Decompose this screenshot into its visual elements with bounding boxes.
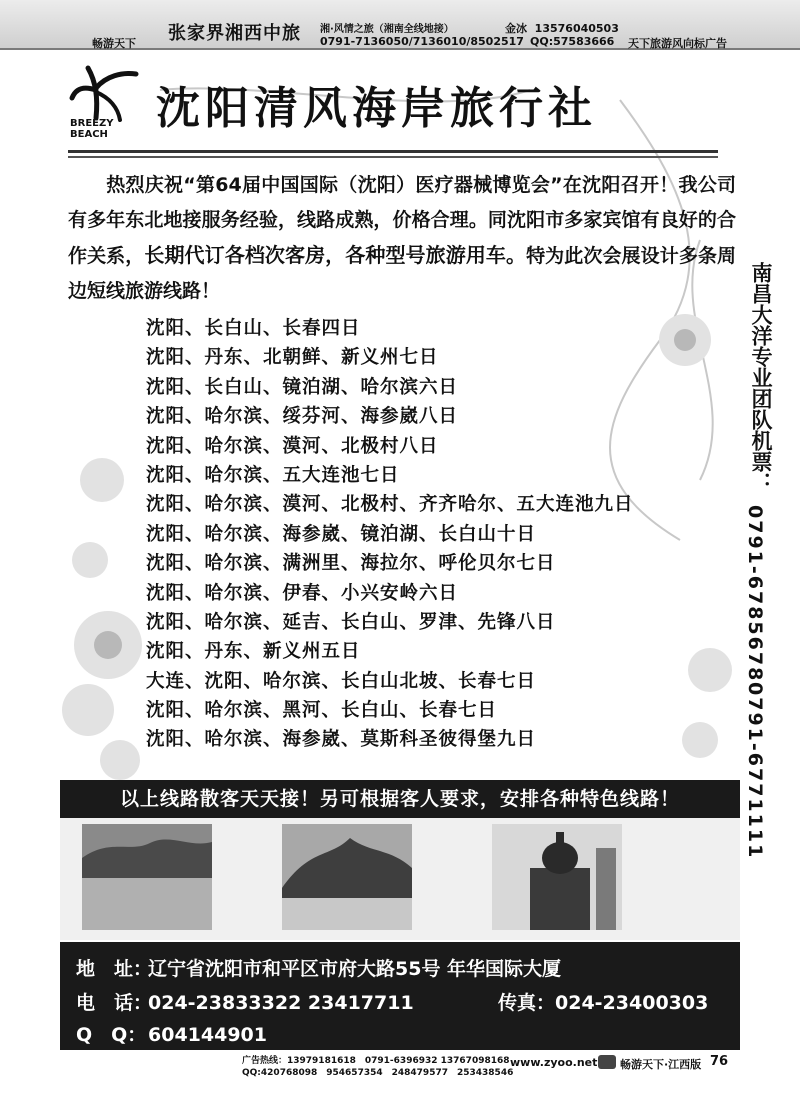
promo-banner: 以上线路散客天天接！另可根据客人要求，安排各种特色线路！	[60, 780, 740, 818]
telephone-label: 电 话：	[76, 992, 153, 1014]
route-item: 沈阳、哈尔滨、延吉、长白山、罗津、先锋八日	[146, 611, 556, 633]
top-header-bar	[0, 0, 800, 50]
header-magazine-name: 畅游天下	[92, 37, 136, 50]
route-item: 沈阳、哈尔滨、伊春、小兴安岭六日	[146, 582, 459, 604]
flower-decoration	[80, 458, 124, 502]
header-contact	[505, 20, 619, 36]
route-item: 沈阳、丹东、新义州五日	[146, 641, 361, 663]
route-item: 沈阳、哈尔滨、绥芬河、海参崴八日	[146, 406, 459, 428]
intro-paragraph	[68, 168, 736, 309]
qq-row	[76, 1020, 267, 1047]
address-row	[76, 954, 561, 981]
route-item: 沈阳、哈尔滨、漠河、北极村、齐齐哈尔、五大连池九日	[146, 494, 634, 516]
fax-row	[498, 988, 708, 1015]
header-ad-text: 天下旅游风向标广告	[628, 37, 727, 50]
footer-qq: QQ:420768098 954657354 248479577 253438546	[242, 1068, 514, 1078]
intro-text-1: 热烈庆祝“第64届中国国际（沈阳）医疗器械博览会”在沈阳召开！我公司有多年东北地接服务经验，线路成熟，价格合理。同沈阳市多家宾馆有良好的合作关系，	[68, 174, 736, 267]
logo-text	[70, 118, 113, 140]
photo-lake-garden	[282, 824, 412, 930]
photo-cathedral	[492, 824, 622, 930]
address-label: 地 址：	[76, 958, 153, 980]
header-phones: 0791-7136050/7136010/8502517	[320, 35, 524, 48]
header-contact-name: 金冰	[505, 22, 527, 35]
qq-label: Q Q：	[76, 1024, 147, 1046]
intro-text-highlight: 长期代订各档次客房，各种型号旅游用车。	[144, 243, 527, 267]
footer-hotline: 广告热线：13979181618 0791-6396932 13767098168	[242, 1056, 510, 1066]
contact-block	[60, 942, 740, 1050]
route-item: 沈阳、哈尔滨、黑河、长白山、长春七日	[146, 700, 498, 722]
route-list	[146, 314, 634, 755]
logo-line-2: BEACH	[70, 129, 108, 140]
header-slogan: 湘·风情之旅（湘南全线地接）	[320, 24, 454, 35]
photo-sea-islands	[82, 824, 212, 930]
route-item: 沈阳、哈尔滨、满洲里、海拉尔、呼伦贝尔七日	[146, 553, 556, 575]
side-ad-strip	[741, 262, 800, 842]
route-item: 沈阳、哈尔滨、海参崴、镜泊湖、长白山十日	[146, 523, 537, 545]
route-item: 沈阳、长白山、长春四日	[146, 318, 361, 339]
route-item: 沈阳、长白山、镜泊湖、哈尔滨六日	[146, 376, 459, 398]
route-item: 大连、沈阳、哈尔滨、长白山北坡、长春七日	[146, 670, 537, 692]
magazine-badge-icon	[598, 1055, 616, 1069]
header-qq: QQ:57583666	[530, 35, 615, 48]
fax-value: 024-23400303	[555, 992, 709, 1014]
route-item: 沈阳、哈尔滨、海参崴、莫斯科圣彼得堡九日	[146, 729, 537, 751]
logo-line-1: BREEZY	[70, 118, 114, 129]
photo-strip	[60, 818, 740, 940]
header-mobile: 13576040503	[534, 22, 619, 35]
route-item: 沈阳、哈尔滨、五大连池七日	[146, 464, 400, 486]
footer-magazine: 畅游天下·江西版	[620, 1058, 702, 1071]
telephone-row	[76, 988, 414, 1015]
intro-text-3: 特为此次会展设计多条周边短线旅游线路！	[68, 245, 736, 302]
side-ad-phone-1: 0791-6785678	[744, 505, 766, 683]
header-agency-name: 张家界湘西中旅	[168, 23, 301, 44]
title-divider	[68, 150, 718, 153]
route-item: 沈阳、丹东、北朝鲜、新义州七日	[146, 347, 439, 369]
title-divider-thin	[68, 156, 718, 158]
route-item: 沈阳、哈尔滨、漠河、北极村八日	[146, 435, 439, 457]
side-ad-label: 南昌大洋专业团队机票：	[749, 262, 773, 493]
qq-value: 604144901	[148, 1024, 267, 1046]
telephone-value: 024-23833322 23417711	[148, 992, 414, 1014]
page-number: 76	[710, 1054, 729, 1069]
footer-website[interactable]: www.zyoo.net	[510, 1056, 598, 1069]
side-ad-phone-2: 0791-6771111	[744, 682, 766, 860]
address-value: 辽宁省沈阳市和平区市府大路55号 年华国际大厦	[148, 958, 562, 980]
page-footer	[0, 1050, 800, 1100]
page-title: 沈阳清风海岸旅行社	[156, 83, 597, 134]
fax-label: 传真：	[498, 992, 556, 1014]
